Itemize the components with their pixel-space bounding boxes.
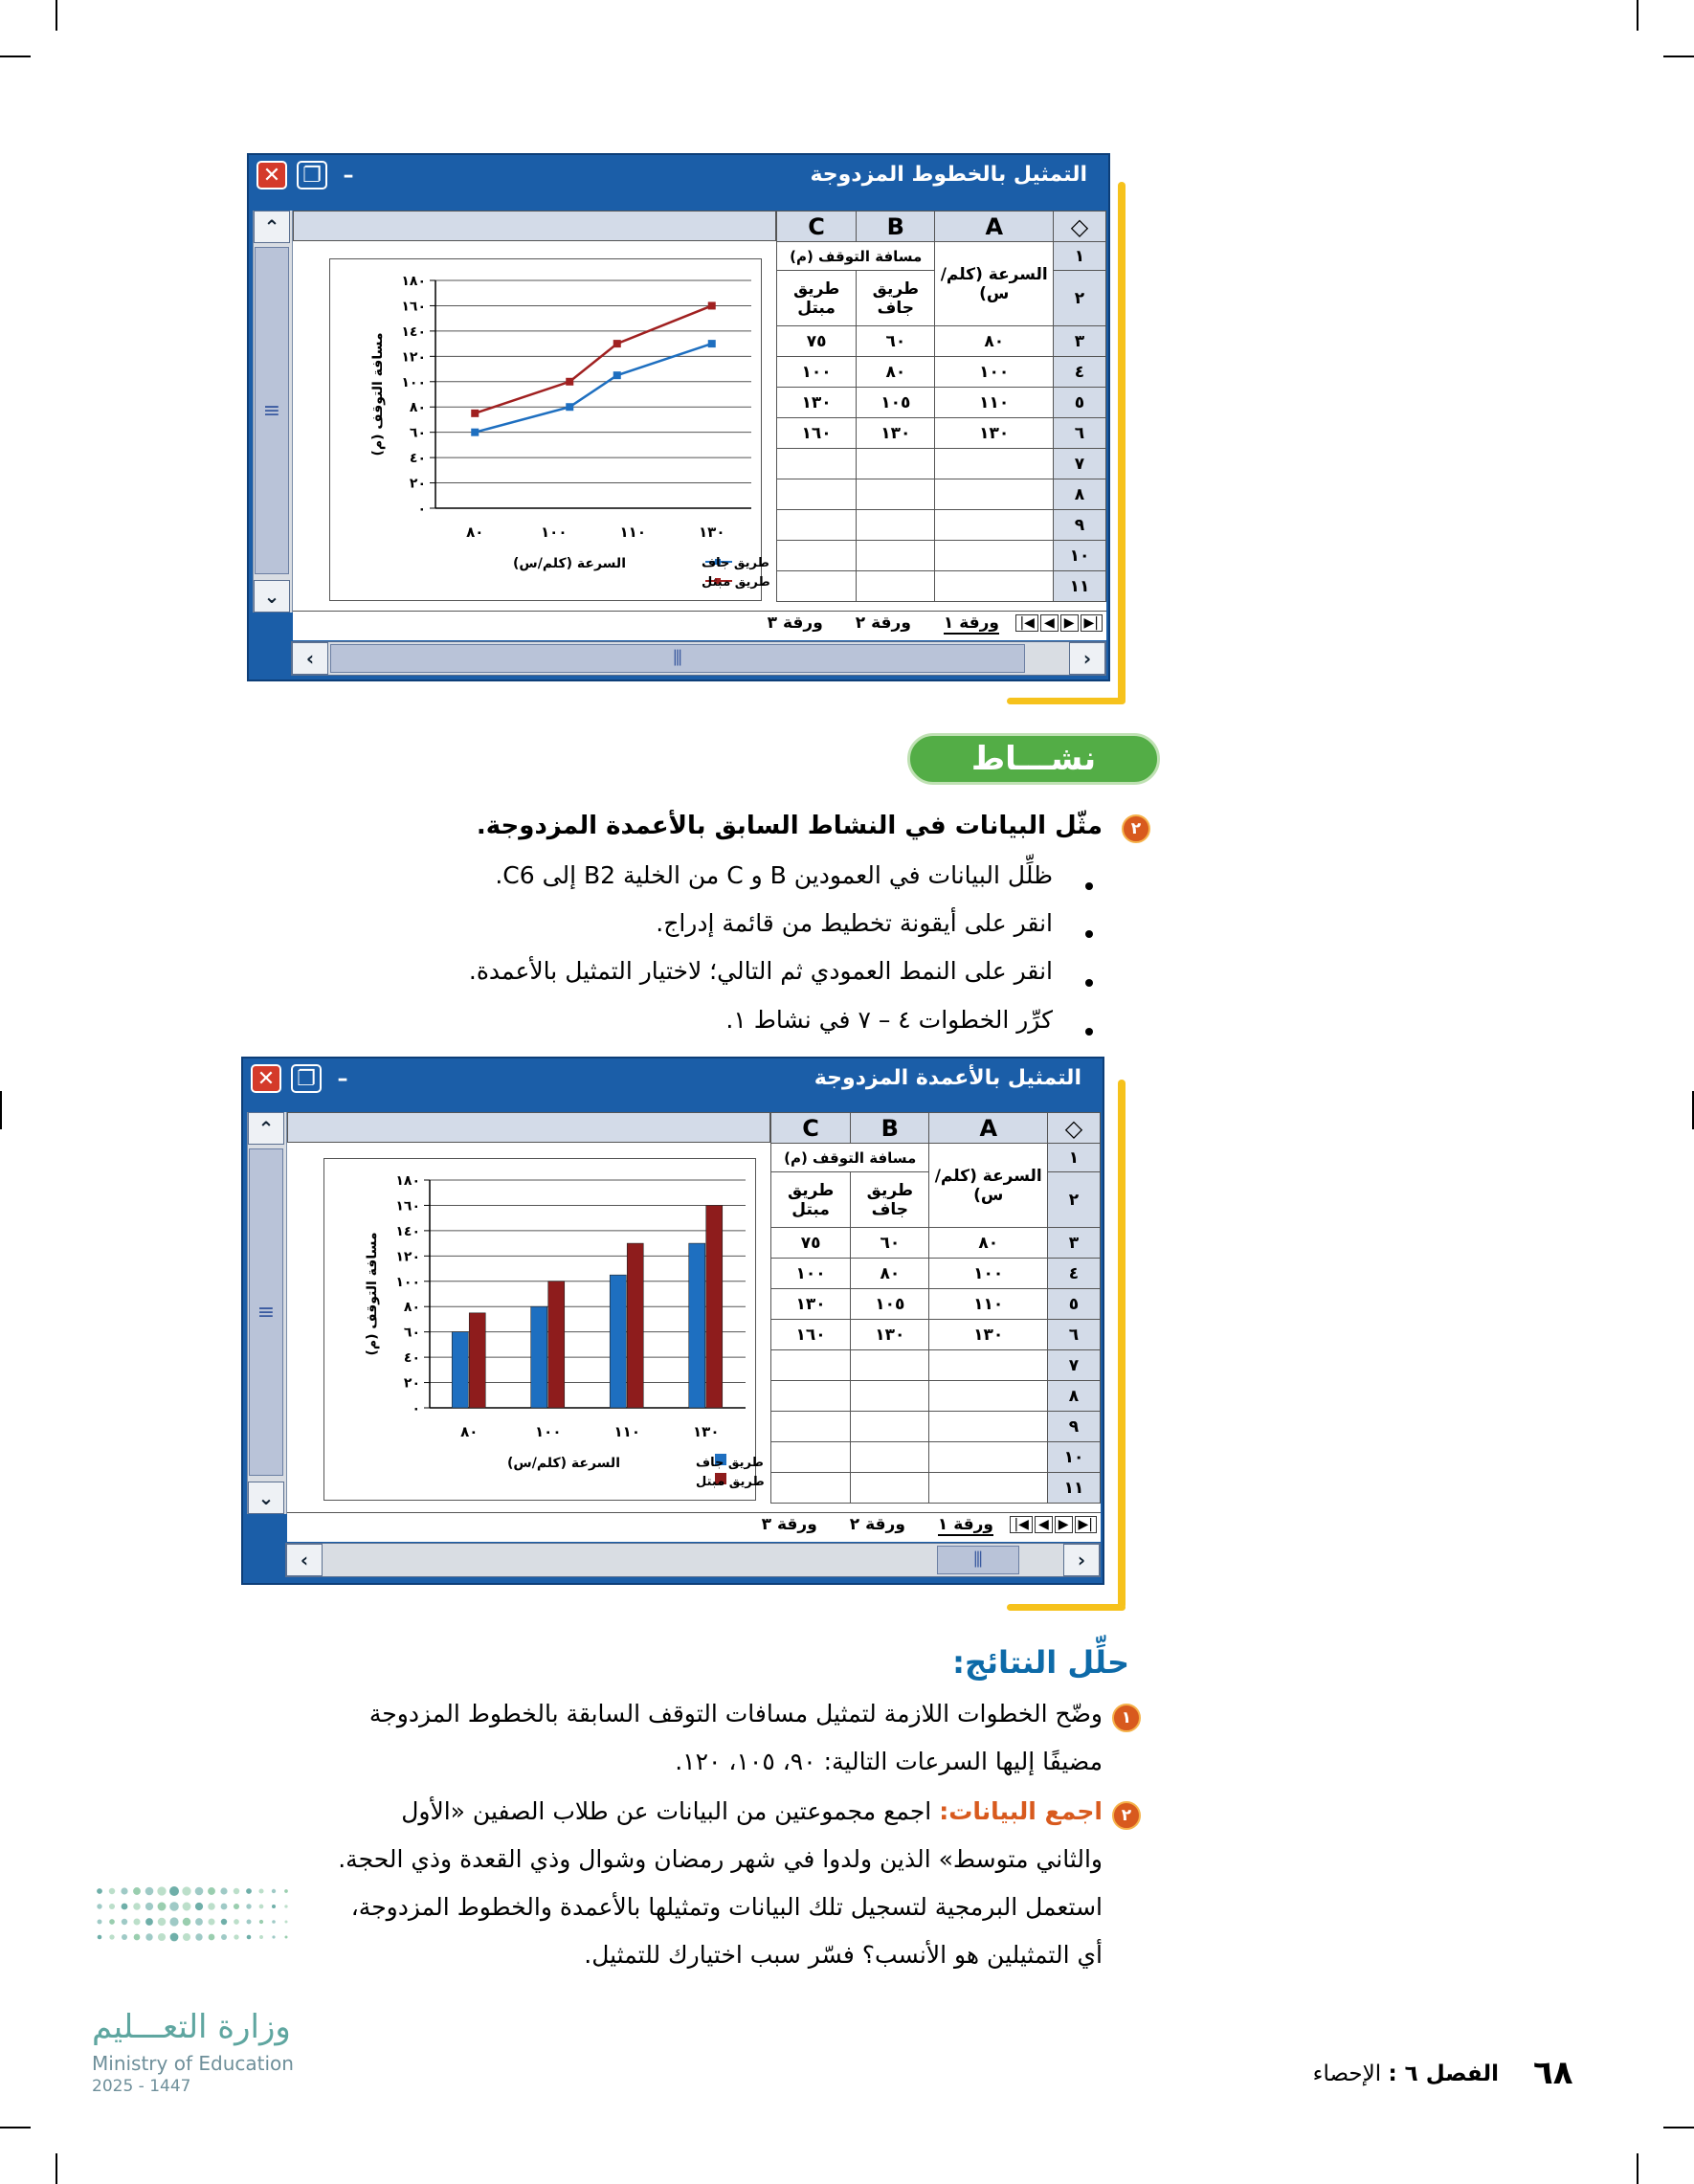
logo-dot [182, 1886, 190, 1895]
tab-sheet-1[interactable]: ورقة ١ [943, 613, 999, 633]
logo-dot [221, 1934, 227, 1940]
logo-dot [195, 1933, 202, 1940]
sheet-area [287, 1112, 1101, 1514]
data-grid [776, 211, 1106, 602]
logo-dot [220, 1887, 227, 1894]
column-header-b[interactable]: B [857, 212, 935, 242]
accent-bar [1007, 698, 1126, 704]
logo-dot [221, 1904, 228, 1910]
logo-dot [121, 1887, 127, 1894]
cell[interactable]: ١٦٠ [777, 418, 857, 449]
tab-nav [1015, 614, 1103, 632]
prev-sheet-icon[interactable]: ◀ [1035, 1516, 1053, 1533]
logo-dot [145, 1933, 152, 1940]
horizontal-scrollbar[interactable] [291, 641, 1106, 676]
logo-dot [195, 1887, 204, 1896]
row-header[interactable]: ١ [1054, 242, 1106, 271]
logo-dot [157, 1886, 166, 1895]
logo-dot [272, 1905, 276, 1908]
tab-sheet-3[interactable]: ورقة ٣ [767, 613, 823, 633]
row-header[interactable]: ٨ [1048, 1381, 1101, 1412]
column-header-c[interactable]: C [771, 1113, 851, 1144]
data-point [708, 301, 716, 309]
logo-dot [234, 1919, 239, 1925]
logo-dot [246, 1904, 251, 1908]
accent-bar [1118, 1080, 1126, 1609]
question-number-badge: ٢ [1112, 1801, 1141, 1830]
scroll-right-icon[interactable]: › [1069, 642, 1105, 675]
chapter-label [1313, 2061, 1499, 2086]
logo-dot [246, 1888, 252, 1894]
window-title: التمثيل بالخطوط المزدوجة [810, 163, 1087, 187]
x-axis-label: السرعة (كلم/س) [512, 556, 627, 571]
scroll-left-icon[interactable]: ‹ [292, 642, 328, 675]
data-point [566, 378, 573, 386]
chapter-title: الإحصاء [1312, 2061, 1382, 2086]
bar-chart-svg [324, 1159, 765, 1502]
row-header[interactable]: ٩ [1054, 510, 1106, 541]
logo-dot [208, 1903, 215, 1910]
data-point [471, 410, 479, 417]
crop-mark [1663, 56, 1694, 57]
question-2-line-1 [401, 1797, 1103, 1825]
crop-mark [56, 2153, 57, 2184]
crop-mark [0, 2127, 31, 2128]
horizontal-scrollbar[interactable] [285, 1543, 1101, 1577]
data-point [708, 340, 716, 347]
activity-step-3: انقر على النمط العمودي ثم التالي؛ لاختيار التمثيل بالأعمدة. [468, 957, 1053, 985]
data-grid [770, 1112, 1101, 1504]
column-header-a[interactable]: A [935, 212, 1054, 242]
corner-cell[interactable]: ◇ [1054, 212, 1106, 242]
question-2-line-4: أي التمثيلين هو الأنسب؟ فسّر سبب اختيارك للتمثيل. [584, 1941, 1103, 1969]
cell[interactable]: ١١٠ [935, 388, 1054, 418]
logo-dot [183, 1918, 191, 1927]
column-header-b[interactable]: B [851, 1113, 929, 1144]
logo-dot [133, 1918, 140, 1925]
cell[interactable]: ١٣٠ [857, 418, 935, 449]
line-chart[interactable] [329, 258, 770, 601]
x-tick-label: ١١٠ [619, 524, 646, 541]
logo-dot [158, 1903, 167, 1911]
x-axis-label: السرعة (كلم/س) [506, 1456, 621, 1471]
scroll-down-icon[interactable]: ⌄ [248, 1482, 284, 1514]
bullet [1085, 930, 1093, 938]
logo-dot [158, 1933, 166, 1941]
data-point [471, 429, 479, 436]
cell-speed-header[interactable]: السرعة (كلم/س) [935, 242, 1054, 326]
analysis-heading: حلِّل النتائج: [952, 1644, 1129, 1681]
series-line [475, 305, 712, 412]
cell[interactable]: ١٣٠ [929, 1320, 1048, 1350]
logo-dot [145, 1918, 153, 1926]
row-header[interactable]: ١١ [1048, 1473, 1101, 1504]
logo-dot [209, 1934, 215, 1941]
spreadsheet-window-line [247, 153, 1110, 681]
cell[interactable]: ١٣٠ [771, 1289, 851, 1320]
corner-cell[interactable]: ◇ [1048, 1113, 1101, 1144]
row-header[interactable]: ١٠ [1048, 1442, 1101, 1473]
cell[interactable]: ٦٠ [857, 326, 935, 357]
logo-dot [234, 1934, 238, 1939]
first-sheet-icon[interactable]: |◀ [1015, 614, 1037, 632]
x-tick-label: ٨٠ [466, 524, 484, 541]
data-point [613, 340, 621, 347]
logo-dot [258, 1888, 263, 1893]
logo-dot [98, 1920, 102, 1925]
cell[interactable]: ٧٥ [771, 1228, 851, 1259]
column-header-empty [293, 211, 776, 241]
logo-dot [122, 1934, 127, 1940]
row-header[interactable]: ٦ [1054, 418, 1106, 449]
row-header[interactable]: ٥ [1054, 388, 1106, 418]
restore-icon[interactable]: ❐ [291, 1064, 322, 1093]
row-header[interactable]: ٧ [1048, 1350, 1101, 1381]
column-header-c[interactable]: C [777, 212, 857, 242]
cell[interactable]: ١٦٠ [771, 1320, 851, 1350]
tab-sheet-2[interactable]: ورقة ٢ [855, 613, 911, 633]
legend-label: طريق جاف [696, 1456, 764, 1470]
cell[interactable]: ٨٠ [929, 1228, 1048, 1259]
crop-mark [1637, 2153, 1638, 2184]
logo-dot [284, 1905, 287, 1907]
window-title: التمثيل بالأعمدة المزدوجة [814, 1066, 1081, 1090]
scroll-down-icon[interactable]: ⌄ [254, 580, 290, 613]
logo-dot [169, 1902, 179, 1911]
scroll-left-icon[interactable]: ‹ [286, 1544, 323, 1576]
y-tick-label: ١٢٠ [401, 349, 426, 366]
crop-mark [56, 0, 57, 31]
activity-step-4: كرِّر الخطوات ٤ – ٧ في نشاط ١. [725, 1006, 1053, 1034]
minimize-icon[interactable]: – [337, 1066, 348, 1091]
x-tick-label: ١١٠ [613, 1423, 640, 1440]
chapter-number: الفصل ٦ : [1388, 2061, 1499, 2086]
logo-dot [158, 1918, 167, 1927]
bar [452, 1332, 468, 1408]
logo-dot [133, 1903, 141, 1910]
crop-mark [0, 1091, 2, 1129]
cell[interactable]: ١٠٥ [851, 1289, 929, 1320]
bar [531, 1306, 547, 1408]
bullet [1085, 979, 1093, 987]
question-1-line-1: وضّح الخطوات اللازمة لتمثيل مسافات التوقف السابقة بالخطوط المزدوجة [368, 1700, 1103, 1727]
cell-distance-header[interactable]: مسافة التوقف (م) [777, 242, 935, 271]
cell[interactable]: ٨٠ [935, 326, 1054, 357]
question-number-badge: ١ [1112, 1704, 1141, 1732]
sheet-tabs [762, 1515, 993, 1536]
close-icon[interactable]: ✕ [256, 161, 287, 189]
logo-dot [259, 1935, 263, 1939]
logo-dot [285, 1936, 288, 1939]
activity-number-badge: ٢ [1122, 814, 1150, 843]
activity-step-2: انقر على أيقونة تخطيط من قائمة إدراج. [656, 909, 1053, 937]
cell[interactable]: ١٠٠ [935, 357, 1054, 388]
cell-wet-header[interactable]: طريق مبتل [771, 1172, 851, 1228]
logo-dot [169, 1917, 178, 1926]
logo-dot [122, 1919, 127, 1925]
accent-bar [1007, 1604, 1126, 1611]
activity-banner-text: نشـــاط [970, 740, 1097, 778]
bullet [1085, 1028, 1093, 1036]
column-header-empty [287, 1112, 770, 1143]
row-header[interactable]: ٨ [1054, 479, 1106, 510]
tab-nav [1010, 1516, 1097, 1533]
cell-dry-header[interactable]: طريق جاف [851, 1172, 929, 1228]
question-2-text: اجمع مجموعتين من البيانات عن طلاب الصفين «الأول [401, 1797, 932, 1825]
bar [689, 1243, 705, 1408]
prev-sheet-icon[interactable]: ◀ [1040, 614, 1059, 632]
y-tick-label: ٨٠ [403, 1300, 420, 1316]
cell[interactable]: ١٠٥ [857, 388, 935, 418]
y-tick-label: ١٠٠ [401, 374, 426, 390]
cell[interactable]: ٦٠ [851, 1228, 929, 1259]
y-tick-label: ٨٠ [409, 400, 426, 416]
minimize-icon[interactable]: – [343, 163, 354, 188]
logo-dot [145, 1887, 154, 1896]
last-sheet-icon[interactable]: ▶| [1075, 1516, 1097, 1533]
logo-dot [133, 1887, 141, 1895]
logo-dot [195, 1918, 203, 1926]
question-2-line-3: استعمل البرمجية لتسجيل تلك البيانات وتمثيلها بالأعمدة والخطوط المزدوجة، [350, 1893, 1103, 1921]
row-header[interactable]: ٧ [1054, 449, 1106, 479]
logo-dot [247, 1920, 252, 1925]
row-header[interactable]: ٣ [1054, 326, 1106, 357]
row-header[interactable]: ٣ [1048, 1228, 1101, 1259]
legend-label: طريق مبتل [696, 1475, 765, 1489]
tab-sheet-3[interactable]: ورقة ٣ [761, 1515, 817, 1534]
cell[interactable]: ١١٠ [929, 1289, 1048, 1320]
logo-dot [284, 1889, 288, 1893]
row-header[interactable]: ٩ [1048, 1412, 1101, 1442]
cell[interactable]: ٨٠ [851, 1259, 929, 1289]
vertical-scrollbar[interactable] [253, 211, 293, 613]
cell-distance-header[interactable]: مسافة التوقف (م) [771, 1144, 929, 1172]
y-axis-label: مسافة التوقف (م) [365, 1232, 380, 1356]
cell[interactable]: ١٠٠ [771, 1259, 851, 1289]
row-header[interactable]: ١ [1048, 1144, 1101, 1172]
x-tick-label: ١٠٠ [535, 1423, 562, 1440]
cell[interactable]: ١٣٠ [935, 418, 1054, 449]
row-header[interactable]: ٤ [1048, 1259, 1101, 1289]
question-2-line-2: والثاني متوسط» الذين ولدوا في شهر رمضان وشوال وذي القعدة وذي الحجة. [338, 1845, 1103, 1873]
vertical-scrollbar[interactable] [247, 1112, 287, 1514]
cell-wet-header[interactable]: طريق مبتل [777, 271, 857, 326]
y-tick-label: ١٦٠ [401, 299, 426, 315]
page-number: ٦٨ [1533, 2054, 1573, 2092]
logo-dot [272, 1889, 276, 1893]
bar [627, 1243, 643, 1408]
row-header[interactable]: ٢ [1054, 271, 1106, 326]
row-header[interactable]: ١١ [1054, 571, 1106, 602]
cell[interactable]: ١٣٠ [851, 1320, 929, 1350]
question-1-line-2: مضيفًا إليها السرعات التالية: ٩٠، ١٠٥، ١٢٠. [675, 1748, 1103, 1775]
restore-icon[interactable]: ❐ [297, 161, 327, 189]
logo-dot [183, 1903, 191, 1911]
scroll-thumb[interactable]: ≡ [249, 1148, 283, 1476]
column-header-a[interactable]: A [929, 1113, 1048, 1144]
x-tick-label: ١٠٠ [541, 524, 568, 541]
y-tick-label: ٠ [412, 1401, 420, 1416]
sheet-tabs-bar [287, 1512, 1101, 1542]
y-tick-label: ١٨٠ [401, 274, 426, 289]
logo-dot [195, 1903, 203, 1910]
line-chart-svg [330, 259, 770, 602]
bar [548, 1281, 565, 1408]
logo-dot [109, 1919, 115, 1925]
logo-dot [98, 1935, 102, 1940]
logo-dot [183, 1933, 190, 1941]
logo-dot [97, 1904, 101, 1908]
spreadsheet-window-bar [241, 1057, 1104, 1585]
bar [469, 1313, 485, 1408]
tab-sheet-2[interactable]: ورقة ٢ [849, 1515, 905, 1534]
bar [706, 1205, 723, 1408]
y-tick-label: ٦٠ [403, 1325, 420, 1341]
y-tick-label: ٤٠ [403, 1350, 420, 1367]
cell[interactable]: ٨٠ [857, 357, 935, 388]
logo-dot [259, 1920, 263, 1924]
data-point [566, 403, 573, 411]
last-sheet-icon[interactable]: ▶| [1081, 614, 1103, 632]
close-icon[interactable]: ✕ [251, 1064, 281, 1093]
y-tick-label: ١٦٠ [395, 1198, 420, 1215]
row-header[interactable]: ٢ [1048, 1172, 1101, 1228]
logo-dot [208, 1918, 214, 1925]
logo-dot [134, 1934, 141, 1941]
first-sheet-icon[interactable]: |◀ [1010, 1516, 1032, 1533]
scroll-thumb[interactable]: ≡ [255, 247, 289, 574]
sheet-tabs-bar [293, 611, 1106, 640]
year-label: 2025 - 1447 [92, 2077, 191, 2096]
bar [610, 1275, 626, 1408]
y-tick-label: ١٨٠ [395, 1173, 420, 1189]
logo-dot [234, 1888, 240, 1895]
logo-dot [208, 1887, 215, 1895]
row-header[interactable]: ٦ [1048, 1320, 1101, 1350]
logo-dot [272, 1935, 275, 1938]
scroll-thumb[interactable]: ⦀ [937, 1546, 1019, 1574]
y-tick-label: ٠ [417, 501, 426, 517]
row-header[interactable]: ٥ [1048, 1289, 1101, 1320]
scroll-thumb[interactable]: ⦀ [330, 644, 1025, 673]
logo-dot [259, 1905, 264, 1909]
y-tick-label: ٢٠ [409, 476, 426, 492]
sheet-tabs [768, 613, 999, 635]
tab-sheet-1[interactable]: ورقة ١ [937, 1515, 993, 1534]
ministry-name-ar: وزارة التعـــليم [92, 2008, 291, 2046]
y-tick-label: ١٠٠ [395, 1274, 420, 1290]
cell[interactable]: ٧٥ [777, 326, 857, 357]
activity-step-1: ظلِّل البيانات في العمودين B و C من الخلية B2 إلى C6. [495, 861, 1053, 889]
logo-dot [234, 1904, 239, 1909]
crop-mark [0, 56, 31, 57]
activity-banner [907, 733, 1160, 785]
question-2-label: اجمع البيانات: [939, 1797, 1103, 1825]
next-sheet-icon[interactable]: ▶ [1055, 1516, 1073, 1533]
logo-dot [122, 1904, 128, 1910]
logo-dot [109, 1934, 114, 1939]
row-header[interactable]: ١٠ [1054, 541, 1106, 571]
next-sheet-icon[interactable]: ▶ [1060, 614, 1079, 632]
logo-dot [169, 1886, 179, 1896]
y-tick-label: ٦٠ [409, 425, 426, 441]
scroll-right-icon[interactable]: › [1063, 1544, 1100, 1576]
y-tick-label: ٤٠ [409, 451, 426, 467]
series-line [475, 344, 712, 433]
logo-dot [145, 1903, 153, 1910]
cell[interactable]: ١٠٠ [777, 357, 857, 388]
activity-heading: مثّل البيانات في النشاط السابق بالأعمدة المزدوجة. [476, 812, 1103, 840]
logo-dot [109, 1888, 116, 1895]
y-axis-label: مسافة التوقف (م) [370, 332, 386, 457]
crop-mark [1663, 2127, 1694, 2128]
cell-dry-header[interactable]: طريق جاف [857, 271, 935, 326]
scroll-up-icon[interactable]: ⌃ [254, 211, 290, 243]
bullet [1085, 882, 1093, 890]
crop-mark [1637, 0, 1638, 31]
ministry-logo-icon [92, 1882, 302, 1952]
cell[interactable]: ١٠٠ [929, 1259, 1048, 1289]
data-point [613, 371, 621, 379]
logo-dot [247, 1935, 252, 1940]
y-tick-label: ٢٠ [403, 1375, 420, 1392]
logo-dot [97, 1888, 102, 1894]
accent-bar [1118, 182, 1126, 703]
sheet-area [293, 211, 1106, 613]
logo-dot [170, 1933, 179, 1942]
logo-dot [221, 1919, 227, 1925]
cell-speed-header[interactable]: السرعة (كلم/س) [929, 1144, 1048, 1228]
x-tick-label: ١٣٠ [693, 1423, 720, 1440]
row-header[interactable]: ٤ [1054, 357, 1106, 388]
logo-dot [109, 1904, 115, 1909]
y-tick-label: ١٤٠ [401, 323, 426, 340]
logo-dot [272, 1920, 276, 1924]
scroll-up-icon[interactable]: ⌃ [248, 1112, 284, 1145]
bar-chart[interactable] [323, 1158, 765, 1501]
logo-dot [285, 1921, 288, 1924]
x-tick-label: ٨٠ [460, 1423, 479, 1440]
legend-label: طريق مبتل [702, 575, 770, 590]
x-tick-label: ١٣٠ [699, 524, 725, 541]
y-tick-label: ١٢٠ [395, 1249, 420, 1265]
ministry-name-en: Ministry of Education [92, 2052, 294, 2075]
legend-label: طريق جاف [702, 556, 769, 570]
y-tick-label: ١٤٠ [395, 1223, 420, 1239]
cell[interactable]: ١٣٠ [777, 388, 857, 418]
